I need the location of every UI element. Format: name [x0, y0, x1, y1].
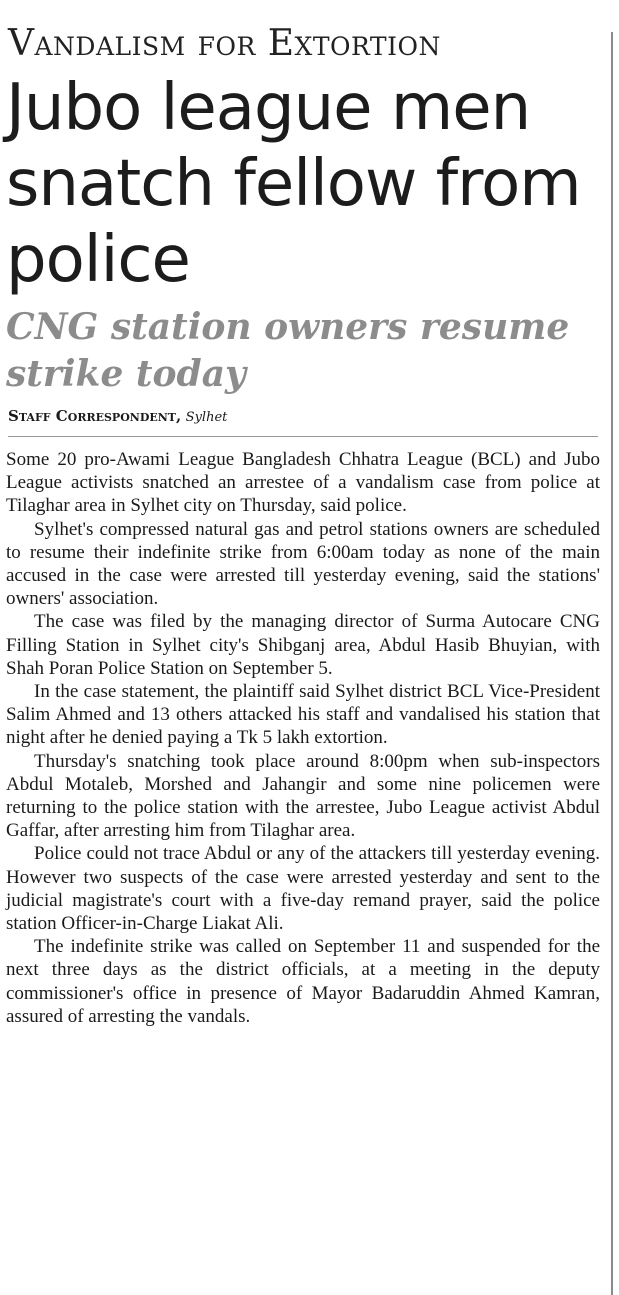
paragraph-7: The indefinite strike was called on September 11 and suspended for the next three days as the district officials, at a meeting in the deputy commissioner's office in presence of Mayor Badaruddin Ahmed Kamran, assured of arresting the vandals. [6, 936, 600, 1027]
byline-author: Staff Correspondent, [8, 407, 182, 425]
byline-location: Sylhet [185, 410, 228, 425]
paragraph-3: The case was filed by the managing director of Surma Autocare CNG Filling Station in Sylhet city's Shibganj area, Abdul Hasib Bhuyian, with Shah Poran Police Station on September 5. [6, 611, 600, 679]
news-article [6, 22, 600, 1028]
paragraph-5: Thursday's snatching took place around 8:00pm when sub-inspectors Abdul Motaleb, Morshed and Jahangir and some nine policemen were returning to the police station with the arrestee, Jubo League activist Abdul Gaffar, after arresting him from Tilaghar area. [6, 750, 600, 842]
byline [8, 406, 598, 437]
paragraph-4: In the case statement, the plaintiff said Sylhet district BCL Vice-President Salim Ahmed and 13 others attacked his staff and vandalised his station that night after he denied paying a Tk 5 lakh extortion. [6, 681, 600, 749]
paragraph-2: Sylhet's compressed natural gas and petrol stations owners are scheduled to resume their indefinite strike from 6:00am today as none of the main accused in the case were arrested till yesterday evening, said the stations' owners' association. [6, 518, 600, 610]
headline: Jubo league men snatch fellow from police [6, 71, 581, 297]
subheadline: CNG station owners resume strike today [6, 306, 570, 395]
article-body [6, 448, 600, 1028]
paragraph-6: Police could not trace Abdul or any of the attackers till yesterday evening. However two suspects of the case were arrested yesterday and sent to the judicial magistrate's court with a five-day remand prayer, said the police station Officer-in-Charge Liakat Ali. [6, 843, 600, 935]
column-rule [611, 32, 613, 1295]
kicker: Vandalism for Extortion [8, 23, 441, 64]
paragraph-1: Some 20 pro-Awami League Bangladesh Chhatra League (BCL) and Jubo League activists snatched an arrestee of a vandalism case from police at Tilaghar area in Sylhet city on Thursday, said police. [6, 449, 600, 517]
